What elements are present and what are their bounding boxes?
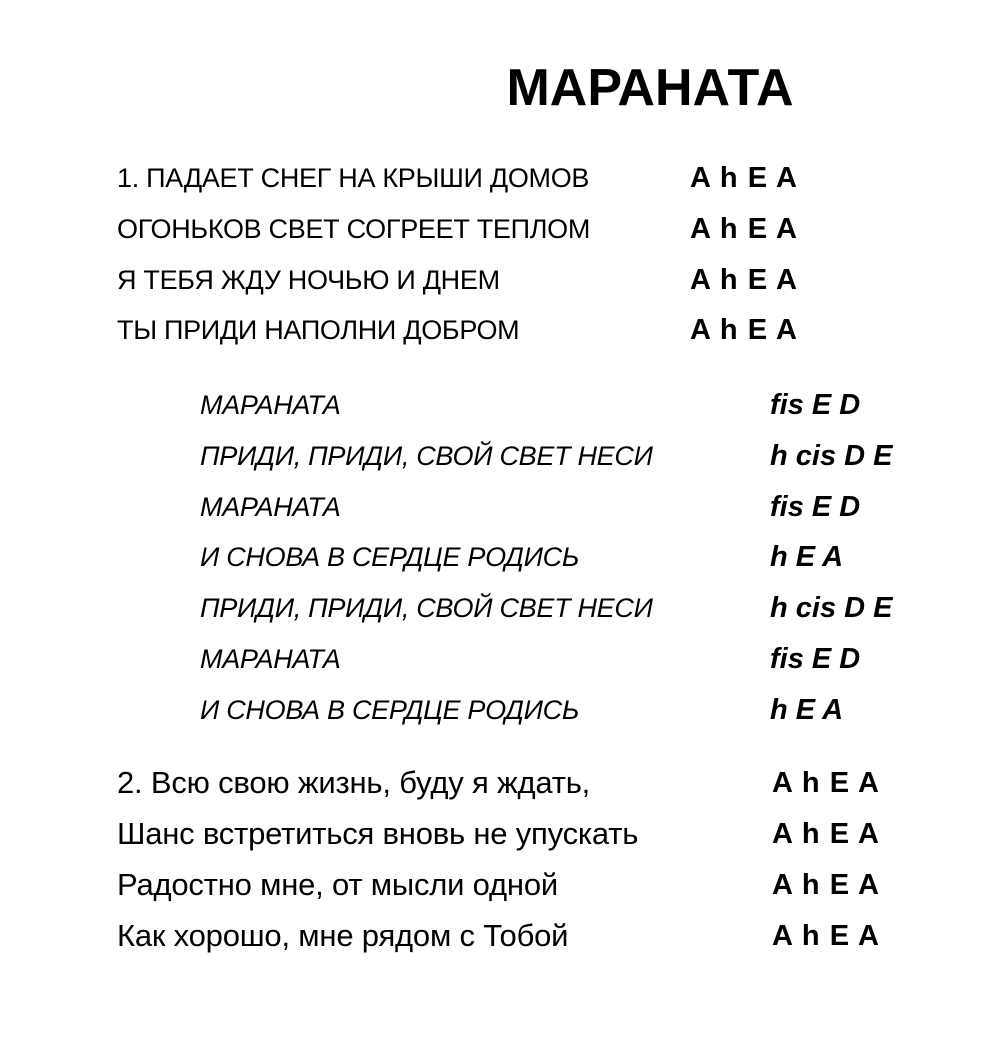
lyric-line: И СНОВА В СЕРДЦЕ РОДИСЬ [200,695,580,725]
chord-line: h cis D E [770,592,893,624]
chord-line: h cis D E [770,440,893,472]
lyric-line: 1. ПАДАЕТ СНЕГ НА КРЫШИ ДОМОВ [117,163,590,193]
chord-line: A h E A [772,818,880,850]
lyric-line: ТЫ ПРИДИ НАПОЛНИ ДОБРОМ [117,315,520,345]
chord-line: A h E A [772,869,880,901]
chord-line: fis E D [770,389,861,421]
song-title: МАРАНАТА [506,59,794,117]
chord-line: A h E A [772,920,880,952]
lyric-line: МАРАНАТА [200,644,341,674]
lyric-line: МАРАНАТА [200,492,341,522]
lyric-line: ПРИДИ, ПРИДИ, СВОЙ СВЕТ НЕСИ [200,593,653,623]
lyric-line: ОГОНЬКОВ СВЕТ СОГРЕЕТ ТЕПЛОМ [117,214,591,244]
chord-line: A h E A [690,162,798,194]
chord-line: A h E A [690,264,798,296]
chord-line: fis E D [770,643,861,675]
lyric-line: Как хорошо, мне рядом с Тобой [117,918,569,953]
lyric-line: Радостно мне, от мысли одной [117,867,558,902]
lyric-line: МАРАНАТА [200,390,341,420]
chord-line: fis E D [770,491,861,523]
lyric-line: Шанс встретиться вновь не упускать [117,816,639,851]
chord-line: A h E A [772,767,880,799]
lyric-line: 2. Всю свою жизнь, буду я ждать, [117,765,591,800]
chord-line: h E A [770,541,844,573]
lyric-line: И СНОВА В СЕРДЦЕ РОДИСЬ [200,542,580,572]
lyric-line: ПРИДИ, ПРИДИ, СВОЙ СВЕТ НЕСИ [200,441,653,471]
chord-line: A h E A [690,213,798,245]
lyric-line: Я ТЕБЯ ЖДУ НОЧЬЮ И ДНЕМ [117,265,500,295]
chord-line: h E A [770,694,844,726]
chord-line: A h E A [690,314,798,346]
